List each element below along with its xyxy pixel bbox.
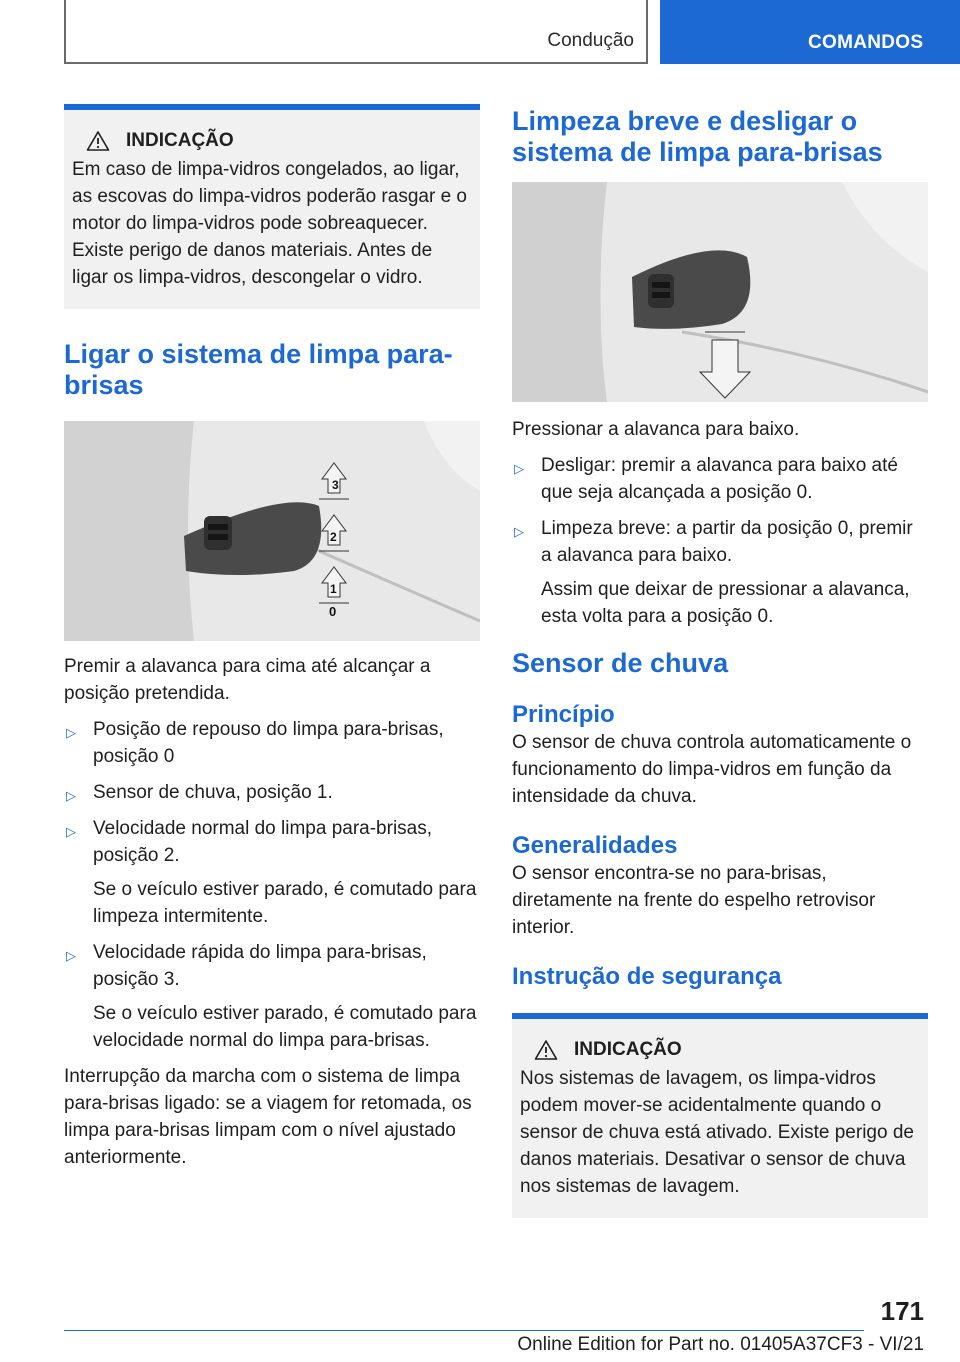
edition-text: Online Edition for Part no. 01405A37CF3 - VI/21 <box>517 1334 924 1355</box>
right-column <box>512 104 928 1218</box>
header-chapter-tab <box>660 0 960 64</box>
triangle-bullet-icon: ▷ <box>66 725 76 740</box>
notice-text: Em caso de limpa-vidros congelados, ao ligar, as escovas do limpa-vidros poderão rasgar e o motor do limpa-vidros pode sobreaquecer. Existe perigo de danos materiais. Antes de ligar os limpa-vidros, descongelar o vidro. <box>72 159 467 288</box>
outro-text: Interrupção da marcha com o sistema de limpa para-brisas ligado: se a viagem for retomada, os limpa para-brisas limpam com o nível ajustado anteriormente. <box>64 1066 472 1168</box>
list-item: ▷ Sensor de chuva, posição 1. <box>64 779 480 806</box>
list-item-note: Assim que deixar de pressionar a alavanca, esta volta para a posição 0. <box>541 579 910 627</box>
footer-divider <box>64 1330 864 1331</box>
principle-heading: Princípio <box>512 701 615 728</box>
notice-text: Nos sistemas de lavagem, os limpa-vidros podem mover-se acidentalmente quando o sensor de chuva está ativado. Existe perigo de danos materiais. Desativar o sensor de chuva nos sistemas de lavagem. <box>520 1068 914 1197</box>
position-list <box>64 716 480 1054</box>
header-section-tab <box>64 0 648 64</box>
triangle-bullet-icon: ▷ <box>514 524 524 539</box>
chapter-title: COMANDOS <box>808 32 924 53</box>
safety-heading: Instrução de segurança <box>512 963 782 990</box>
intro-text: Premir a alavanca para cima até alcançar a posição pretendida. <box>64 656 431 704</box>
list-item-note: Se o veículo estiver parado, é comutado para limpeza intermitente. <box>93 879 477 927</box>
triangle-bullet-icon: ▷ <box>66 948 76 963</box>
position-label-1: 1 <box>330 582 337 596</box>
list-item: ▷ Velocidade rápida do limpa para-brisas, posição 3. Se o veículo estiver parado, é comutado para velocidade normal do limpa para-brisas. <box>64 939 480 1054</box>
notice-box <box>512 1013 928 1218</box>
wiper-lever-down-figure <box>512 182 928 402</box>
position-list <box>512 452 928 630</box>
notice-title: INDICAÇÃO <box>126 130 234 151</box>
list-item: ▷ Desligar: premir a alavanca para baixo até que seja alcançada a posição 0. <box>514 455 898 503</box>
list-item-note: Se o veículo estiver parado, é comutado para velocidade normal do limpa para-brisas. <box>93 1003 477 1051</box>
section-heading: Ligar o sistema de limpa para-brisas <box>64 339 453 400</box>
notice-title: INDICAÇÃO <box>574 1039 682 1060</box>
page-number: 171 <box>880 1296 924 1326</box>
list-item: ▷ Posição de repouso do limpa para-brisas, posição 0 <box>66 719 444 767</box>
triangle-bullet-icon: ▷ <box>66 824 76 839</box>
intro-text: Pressionar a alavanca para baixo. <box>512 419 800 440</box>
wiper-lever-down-illustration <box>512 182 928 402</box>
warning-icon <box>86 130 110 152</box>
left-column <box>64 104 480 1171</box>
wiper-lever-up-figure <box>64 421 480 641</box>
sensor-heading: Sensor de chuva <box>512 648 729 678</box>
section-title: Condução <box>547 30 634 51</box>
warning-icon <box>534 1039 558 1061</box>
list-item: ▷ Limpeza breve: a partir da posição 0, premir a alavanca para baixo. Assim que deixar de pressionar a alavanca, esta volta para a posição 0. <box>512 515 928 630</box>
principle-text: O sensor de chuva controla automaticamente o funcionamento do limpa-vidros em função da intensidade da chuva. <box>512 732 912 807</box>
wiper-lever-up-illustration <box>64 421 480 641</box>
list-item: ▷ Velocidade normal do limpa para-brisas, posição 2. Se o veículo estiver parado, é comutado para limpeza intermitente. <box>64 815 480 930</box>
general-heading: Generalidades <box>512 832 678 859</box>
position-label-3: 3 <box>332 478 339 492</box>
position-label-0: 0 <box>329 604 337 619</box>
triangle-bullet-icon: ▷ <box>514 461 524 476</box>
triangle-bullet-icon: ▷ <box>66 788 76 803</box>
notice-box <box>64 104 480 309</box>
position-label-2: 2 <box>330 530 337 544</box>
section-heading: Limpeza breve e desligar o sistema de limpa para-brisas <box>512 106 883 167</box>
general-text: O sensor encontra-se no para-brisas, diretamente na frente do espelho retrovisor interior. <box>512 863 876 938</box>
